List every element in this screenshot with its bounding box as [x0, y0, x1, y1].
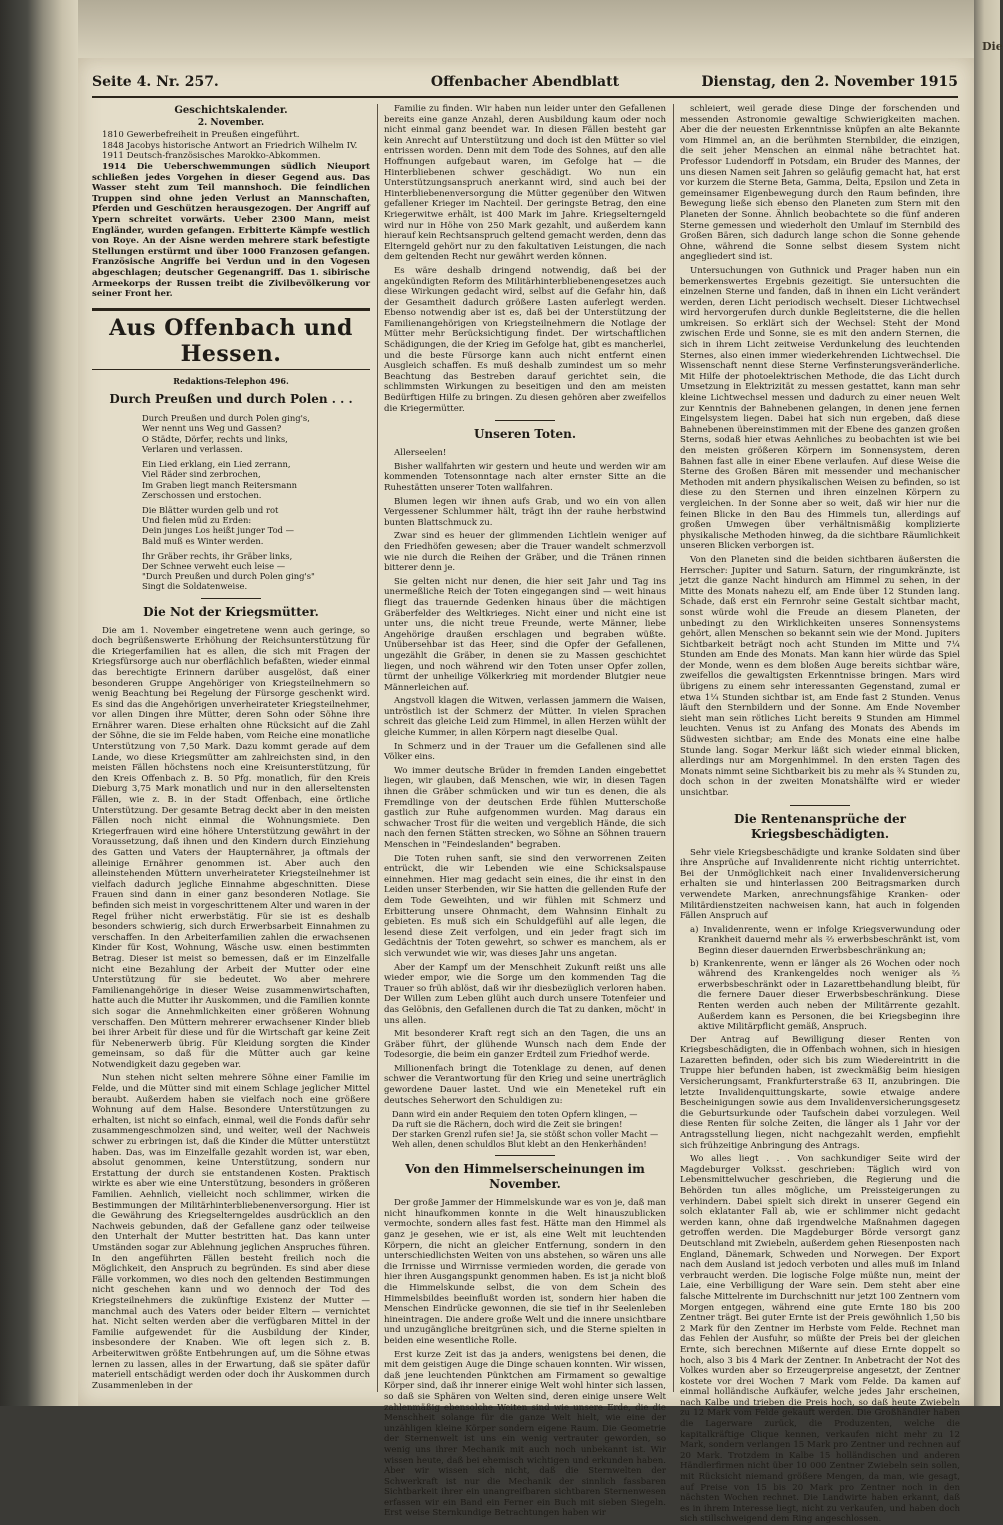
- poem-line: Dein junges Los heißt junger Tod —: [142, 525, 295, 536]
- article-title: Die Rentenansprüche der Kriegsbeschädigten.: [734, 811, 906, 841]
- section-rule: [92, 369, 370, 370]
- article-paragraph: Die am 1. November eingetretene wenn auch geringe, so doch begrüßenswerte Erhöhung der Reichsunterstützung für die Kriegerfamilien hat es allen, die sich mit Fragen der Kriegsfürsorge auch nur oberflächlich befaßten, wieder einmal das berechtigte Erinnern darüber ausgelöst, daß einer besonderen Gruppe Angehöriger von Kriegsteilnehmern so wenig Beachtung bei Regelung der Fürsorge geschenkt wird. Es sind das die Angehörigen unverheirateter Kriegsteilnehmer, vor allen Dingen ihre Mütter, deren Sohn oder Söhne ihre Ernährer waren. Diese erhalten ohne Rücksicht auf die Zahl der Söhne, die sie im Felde haben, vom Reiche eine monatliche Unterstützung von 7,50 Mark. Dazu kommt gerade auf dem Lande, wo diese Kriegsmütter am zahlreichsten sind, in den meisten Fällen höchstens noch eine Kreisunterstützung, für den Kreis Offenbach z. B. 50 Pfg. monatlich, für den Kreis Dieburg 3,75 Mark monatlich und nur in den allerseltensten Fällen, wie z. B. in der Stadt Offenbach, eine örtliche Unterstützung. Der gesamte Betrag deckt aber in den meisten Fällen noch nicht einmal die Wohnungsmiete. Den Kriegerfrauen wird eine höhere Unterstützung gewährt in der Voraussetzung, daß ihnen und den Kindern durch Einziehung des Gatten und Vaters der Haupternährer, ja oftmals der alleinige Ernährer genommen ist. Aber auch den alleinstehenden Müttern unverheirateter Kriegsteilnehmer ist vielfach dadurch jegliche Einnahme abgeschnitten. Diese Frauen sind dann in einer ganz besonderen Notlage. Sie befinden sich meist in vorgeschrittenem Alter und waren in der Regel früher nicht erwerbstätig. Für sie ist es deshalb besonders schwierig, sich durch Erwerbsarbeit Einnahmen zu verschaffen. In den Arbeiterfamilien zahlen die erwachsenen Kinder für Kost, Wohnung, Wäsche usw. einen bestimmten Betrag. Dieser ist meist so bemessen, daß er im Einzelfalle nicht eine Bezahlung der Arbeit der Mutter oder eine Unterstützung für sie bedeutet. Wo aber mehrere Familienangehörige in dieser Weise zusammenwirtschaften, hatte auch die Mutter ihr Auskommen, und die Familien konnte sich sogar die Annehmlichkeiten einer größeren Wohnung verschaffen. Den Müttern mehrerer erwachsener Kinder blieb bei ihrer Arbeit für diese und für die Wirtschaft gar keine Zeit für Nebenerwerb übrig. Für Kleidung sorgten die Kinder gemeinsam, so daß für die Mütter auch gar keine Notwendigkeit dazu gegeben war.: [92, 625, 370, 1070]
- article-paragraph: Allerseelen!: [394, 448, 447, 459]
- article-title: Von den Himmelserscheinungen im November.: [405, 1162, 645, 1192]
- quote-line: Da ruft sie die Rächern, doch wird die Zeit sie bringen!: [392, 1119, 623, 1130]
- article-paragraph: Millionenfach bringt die Totenklage zu denen, auf denen schwer die Verantwortung für den Krieg und seine unerträglich gewordene Dauer lastet. Und wie ein Menetekel ruft ein deutsches Seherwort den Schuldigen zu:: [384, 1063, 666, 1106]
- poem-line: Ihr Gräber rechts, ihr Gräber links,: [142, 550, 293, 561]
- column-rule: [377, 104, 378, 1392]
- calendar-date: 2. November.: [197, 117, 265, 128]
- quote-line: Der starken Grenzl rufen sie! Ja, sie stößt schon voller Macht —: [392, 1129, 659, 1140]
- column-1: [92, 104, 370, 1394]
- quote-line: Weh allen, denen schuldlos Blut klebt an den Henkerhänden!: [392, 1139, 647, 1150]
- article-paragraph: Blumen legen wir ihnen aufs Grab, und wo ein von allen Vergessener Schlummer hält, trägt ihn der rauhe herbstwind bunten Blattschmuck zu.: [384, 496, 666, 528]
- list-item: a) Invalidenrente, wenn er infolge Kriegsverwundung oder Krankheit dauernd mehr als ⅔ erwerbsbeschränkt ist, vom Beginn dieser dauernden Erwerbsbeschränkung an;: [690, 924, 960, 956]
- issue-date: Dienstag, den 2. November 1915: [701, 74, 958, 90]
- separator: [495, 420, 555, 421]
- masthead: [92, 74, 958, 98]
- article-paragraph: Sie gelten nicht nur denen, die hier seit Jahr und Tag ins unermeßliche Reich der Toten eingegangen sind — weit hinaus fliegt das trauernde Gedenken hinaus über die mächtigen Gräberfelder des Weltkrieges. Nicht einer und nicht eine ist unter uns, die nicht treue Freunde, werte Männer, liebe Angehörige draußen erschlagen und begraben wüßte. Unübersehbar ist das Heer, sind die Opfer der Gefallenen, ungezählt die Gräber, in denen sie zu Massen geschichtet liegen, und noch während wir den Toten unser Opfer zollen, türmt der unheilige Völkerkrieg mit mordender Blutgier neue Männerleichen auf.: [384, 576, 666, 693]
- poem-line: Bald muß es Winter werden.: [142, 535, 264, 546]
- list-item: b) Krankenrente, wenn er länger als 26 Wochen oder noch während des Krankengeldes noch weniger als ⅔ erwerbsbeschränkt oder in Lazarettbehandlung bleibt, für die fernere Dauer dieser Erwerbsbeschränkung. Diese Renten werden auch neben der Militärrente gezahlt. Außerdem kann es Personen, die bei Kriegsbeginn ihre aktive Militärpflicht gemäß, Anspruch.: [690, 958, 960, 1033]
- calendar-item: 1848 Jacobys historische Antwort an Friedrich Wilhelm IV.: [102, 140, 358, 151]
- poem-line: O Städte, Dörfer, rechts und links,: [142, 433, 288, 444]
- poem-line: Singt die Soldatenweise.: [142, 581, 248, 592]
- article-paragraph: Wo immer deutsche Brüder in fremden Landen eingebettet liegen, wir glauben, daß Menschen, wie wir, in diesen Tagen ihnen die Gräber schmücken und wir tun es denen, die als Fremdlinge von der deutschen Erde fühlen Mutterschoße gastlich zur Ruhe aufgenommen wurden. Mag daraus ein schwacher Trost für die weiten und vergeblich Hände, die sich nach den fernen Stätten strecken, wo Söhne an Söhnen trauern Menschen in "Feindeslanden" begraben.: [384, 765, 666, 850]
- article-paragraph: Die Toten ruhen sanft, sie sind den verworrenen Zeiten entrückt, die wir Lebenden wie eine Schicksalspause einnehmen. Hier mag gedacht sein eines, die ihr einst in den Leiden unser Sterbenden, wir Sie hatten die gellenden Rufe der dem Tode Geweihten, und wir fühlen mit Schmerz und Erbitterung unsere Ohnmacht, dem Wahnsinn Einhalt zu gebieten. Es muß sich ein Schuldgefühl auf alle legen, die lesend diese Zeit verfolgen, und ein jeder fragt sich im Gedächtnis der Toten gewehrt, so schwer es manchem, als er sich verwundet wie wir, was dieses Jahr uns angetan.: [384, 853, 666, 959]
- page-number: Seite 4. Nr. 257.: [92, 74, 219, 90]
- article-paragraph: Erst kurze Zeit ist das ja anders, wenigstens bei denen, die mit dem geistigen Auge die Dinge schauen konnten. Wir wissen, daß jene leuchtenden Pünktchen am Firmament so gewaltige Körper sind, daß ihr innerer einige Welt wohl hinter sich lassen, so daß sie Sphären von Welten sind, deren einige unsere Welt zahlenmäßig ebensolche Weiten sind wie unsere Erde, die die Menschheit solange für die ganze Welt hielt, wie eine der unzähligen kleine Körper sondern eigene Raum. Die Geometrie der Sternenwelt ist uns ein wenig vertrauter geworden, so wenig uns ihrer Mechanik mit auch noch unbekannt ist. Wir wissen heute, daß bei ehemisch wichtigen und erkunden haben. Aber wir wissen sich nicht, daß die Sternwelten der Schwerkraft ist nur die Mechanik der sinnlich fassbaren Sichtbarkeit ihrer ein unangreifbaren sichtbaren Sternenwesen erfassen wir ein Band ein Ferner ein Buch mit sieben Siegeln. Erst weise Sternkundige Betrachtungen haben wir: [384, 1349, 666, 1519]
- section-title: Aus Offenbach und Hessen.: [109, 314, 353, 367]
- adjacent-page-text: Die: [982, 40, 1003, 53]
- article-paragraph: Zwar sind es heuer der glimmenden Lichtlein weniger auf den Friedhöfen gewesen; aber die Trauer wandelt schmerzvoll wie nie durch die Reihen der Gräber, und die Tränen rinnen bitterer denn je.: [384, 531, 666, 574]
- column-3: [680, 104, 960, 1525]
- calendar-item: 1914 Die Ueberschwemmungen südlich Nieuport schließen jedes Vorgehen in dieser Gegend aus. Das Wasser steht zum Teil mannshoch. Die feindlichen Truppen sind ohne jeden Verlust an Mannschaften, Pferden und Geschützen herausgezogen. Der Angriff auf Ypern schreitet vorwärts. Ueber 2300 Mann, meist Engländer, wurden gefangen. Erbitterte Kämpfe westlich von Roye. An der Aisne werden mehrere stark befestigte Stellungen erstürmt und über 1000 Franzosen gefangen. Französische Angriffe bei Verdun und in den Vogesen abgeschlagen; deutscher Gegenangriff. Das 1. sibirische Armeekorps der Russen treibt die Zivilbevölkerung vor seiner Front her.: [92, 161, 370, 300]
- article-paragraph: Es wäre deshalb dringend notwendig, daß bei der angekündigten Reform des Militärhinterbliebenengesetzes auch diese Wirkungen gedacht wird, selbst auf die Gefahr hin, daß der Gesamtheit dadurch größere Lasten auferlegt werden. Ebenso notwendig aber ist es, daß bei der Unterstützung der Familienangehörigen von Kriegsteilnehmern die Notlage der Mütter mehr Berücksichtigung findet. Der wirtschaftlichen Schädigungen, die der Krieg im Gefolge hat, gibt es mancherlei, und die beste Fürsorge kann auch nicht entfernt einen Ausgleich schaffen. Es muß deshalb zumindest um so mehr Beachtung das Bestreben darauf gerichtet sein, die schlimmsten Wirkungen zu beseitigen und den am meisten Bedürftigen Hilfe zu bringen. Zu diesen gehören aber zweifellos die Kriegermütter.: [384, 265, 666, 414]
- quote-line: Dann wird ein ander Requiem den toten Opfern klingen, —: [392, 1109, 638, 1120]
- section-rule: [92, 308, 370, 311]
- poem-line: Im Graben liegt manch Reitersmann: [142, 479, 298, 490]
- article-title: Die Not der Kriegsmütter.: [143, 604, 319, 619]
- article-paragraph: Aber der Kampf um der Menschheit Zukunft reißt uns alle wieder empor, wie die Sorge um den kommenden Tag die Trauer so früh ablöst, daß wir ihr diesbezüglich verloren haben. Der Willen zum Leben glüht auch durch unsere Totenfeier und das Gelöbnis, den Gefallenen durch die Tat zu danken, möcht' in uns allen.: [384, 962, 666, 1026]
- poem-line: Viel Räder sind zerbrochen,: [142, 469, 261, 480]
- section-phone: Redaktions-Telephon 496.: [173, 375, 289, 386]
- article-paragraph: In Schmerz und in der Trauer um die Gefallenen sind alle Völker eins.: [384, 741, 666, 763]
- article-paragraph: Von den Planeten sind die beiden sichtbaren äußersten die Herrscher: Jupiter und Saturn. Saturn, der ringumkränzte, ist jetzt die ganze Nacht hindurch am Himmel zu sehen, in der Mitte des Monats nahezu elf, am Ende über 12 Stunden lang. Schade, daß erst ein Fernrohr seine Gestalt sichtbar macht, sonst würde wohl die Freude an diesem Planeten, der unbedingt zu den Wirklichkeiten unseres Sonnensystems gehört, allen Menschen so bekannt sein wie der Mond. Jupiters Sichtbarkeit beträgt noch acht Stunden im Mitte und 7¼ Stunden am Ende des Monats. Man kann hier würde das Spiel der Monde, wenn es dem bloßen Auge bereits sichtbar wäre, zweifellos die gewaltigsten Erkenntnisse bringen. Mars wird übrigens zu einem sehr interessanten Gegenstand, zumal er etwa 1¼ Stunden sichtbar ist, am Ende fast 2 Stunden. Venus läuft den Sternbildern und der Sonne. Am Ende November sieht man sein rötliches Licht bereits 9 Stunden am Himmel leuchten. Venus ist zu Anfang des Monats des Abends im Südwesten sichtbar; am Ende des Monats eine eine halbe Stunde lang. Sogar Merkur läßt sich wieder einmal blicken, allerdings nur am Morgenhimmel. In den ersten Tagen des Monats nimmt seine Sichtbarkeit bis zu mehr als ¾ Stunden zu, doch schon in der zweiten Monatshälfte wird er wieder unsichtbar.: [680, 554, 960, 798]
- article-paragraph: Mit besonderer Kraft regt sich an den Tagen, die uns an Gräber führt, der glühende Wunsch nach dem Ende der Todesorgie, die beim ein ganzer Erdteil zum Friedhof werde.: [384, 1029, 666, 1061]
- newspaper-title: Offenbacher Abendblatt: [430, 74, 620, 90]
- article-paragraph: Nun stehen nicht selten mehrere Söhne einer Familie im Felde, und die Mütter sind mit einem Schlage jeglicher Mittel beraubt. Außerdem haben sie vielfach noch eine größere Wohnung auf dem Halse. Besondere Unterstützungen zu erhalten, ist nicht so einfach, einmal, weil die Fonds dafür sehr zusammengeschmolzen sind, und weiter, weil der Nachweis schwer zu erbringen ist, daß die Kinder die Mütter unterstützt haben. Das, was im Einzelfalle gezahlt worden ist, war eben, absolut genommen, keine Unterstützung, sondern nur Erstattung der durch sie entstandenen Kosten. Praktisch wirkte es aber wie eine Unterstützung, besonders in größeren Familien. Aehnlich, vielleicht noch schlimmer, wirken die Bestimmungen der Militärhinterbliebenenversorgung. Hier ist die Gewährung des Kriegselterngeldes ausdrücklich an den Nachweis gebunden, daß der Gefallene ganz oder teilweise den Unterhalt der Mutter bestritten hat. Das kann unter Umständen sogar zur Ablehnung jeglichen Anspruches führen. In den angeführten Fällen besteht freilich noch die Möglichkeit, den Anspruch zu begründen. Es sind aber diese Fälle vorkommen, wo dies noch den geltenden Bestimmungen nicht geschehen kann und wo dennoch der Tod des Kriegsteilnehmers die zukünftige Existenz der Mutter — manchmal auch des Vaters oder beider Eltern — vernichtet hat. Nicht selten werden aber die verfügbaren Mittel in der Familie aufgewendet für die Ausbildung der Kinder, insbesondere der Knaben. Wie oft legen sich z. B. Arbeiterwitwen größte Entbehrungen auf, um die Söhne etwas lernen zu lassen, alles in der Erwartung, daß sie später dafür materiell entschädigt werden oder doch ihr Auskommen durch Zusammenleben in der: [92, 1073, 370, 1391]
- article-paragraph: Bisher wallfahrten wir gestern und heute und werden wir am kommenden Totensonntage nach alter ernster Sitte an die Ruhestätten unserer Toten wallfahren.: [384, 461, 666, 493]
- article-paragraph: Untersuchungen von Guthnick und Prager haben nun ein bemerkenswertes Ergebnis gezeitigt. Sie untersuchten die einzelnen Sterne und fanden, daß in ihnen ein Licht verändert werden, deren Licht periodisch wechselt. Dieser Lichtwechsel wird hervorgerufen durch dunkle Begleitsterne, die die hellen umkreisen. So erklärt sich der Wechsel: Steht der Mond zwischen Erde und Sonne, sie es mit den andern Sternen, die sich in ihrem Licht zeitweise Verdunkelung des leuchtenden Sternes, also einen immer wiederkehrenden Lichtwechsel. Die Wissenschaft nennt diese Sterne Verfinsterungsveränderliche. Mit Hilfe der photoelektrischen Methode, die das Licht durch Umsetzung in Elektrizität zu messen gestattet, kann man sehr kleine Lichtwechsel messen und dadurch zu einer neuen Welt zur Kenntnis der Bahnebenen gelangen, in denen jene fernen Eingelsystem liegen. Dabei hat sich nun ergeben, daß diese Bahnebenen übereinstimmen mit der Ebene des ganzen großen Sterns, sodaß hier etwas Aehnliches zu beobachten ist wie bei den meisten größeren Körpern im Sonnensystem, deren Bahnen fast alle in einer Ebene verlaufen. Auf diese Weise die Sterne des Großen Bären mit messender und mechanischer Methoden mit andern physikalischen Weisen zu befinden, so ist diese zu den Sternen und ihren einzelnen Körpern zu vergleichen. In der Sonne aber so weit, daß wir hier nur die feinen Blicke in den Bau des Himmels tun, allerdings auf großen Umwegen über verhältnismäßig komplizierte physikalische Methoden hinweg, da die sichtbare Räumlichkeit unseren Blicken verborgen ist.: [680, 265, 960, 552]
- poem-line: Ein Lied erklang, ein Lied zerrann,: [142, 459, 291, 470]
- book-binding: [0, 0, 78, 1406]
- poem-line: Die Blätter wurden gelb und rot: [142, 504, 279, 515]
- separator: [201, 598, 261, 599]
- quote-block: [392, 1109, 666, 1149]
- column-rule: [673, 104, 674, 1392]
- poem-line: Verlaren und verlassen.: [142, 443, 243, 454]
- poem-line: Der Schnee verweht euch leise —: [142, 560, 286, 571]
- article-paragraph: Der Antrag auf Bewilligung dieser Renten von Kriegsbeschädigten, die in Offenbach wohnen, sich in hiesigen Lazaretten befinden, oder sich bis zum Wiedereintritt in die Truppe hier befunden haben, ist zweckmäßig beim hiesigen Versicherungsamt, Frankfurterstraße 63 II, anzubringen. Die letzte Invalidenquittungskarte, sowie etwaige andere Bescheinigungen sowie aus dem Invalidenversicherungsgesetz die Geburtsurkunde oder Taufschein dabei vorzulegen. Weil diese Renten für solche Zeiten, die länger als 1 Jahr vor der Antragsstellung liegen, nicht nachgezahlt werden, empfiehlt sich frühzeitige Anbringung des Antrags.: [680, 1034, 960, 1151]
- separator: [790, 805, 850, 806]
- newspaper-page: [78, 58, 974, 1525]
- poem-line: "Durch Preußen und durch Polen ging's": [142, 571, 315, 582]
- calendar-item: 1810 Gewerbefreiheit in Preußen eingeführt.: [102, 130, 300, 141]
- calendar-title: Geschichtskalender.: [174, 105, 288, 116]
- poem-line: Zerschossen und erstochen.: [142, 489, 262, 500]
- poem-line: Wer nennt uns Weg und Gassen?: [142, 423, 282, 434]
- article-paragraph: schleiert, weil gerade diese Dinge der forschenden und messenden Astronomie gewaltige Schwierigkeiten machen. Aber die der neuesten Erkenntnisse knüpfen an alte Bekannte vom Himmel an, an die berühmten Sternbilder, die einzigen, die seit jeher Menschen an einmal nähe betrachtet hat. Professor Ludendorff in Potsdam, ein Bruder des Mannes, der uns diesen Namen seit Jahren so geläufig gemacht hat, hat erst vor kurzem die Sterne Beta, Gamma, Delta, Epsilon und Zeta in gemeinsamer Eigenbewegung durch den Raum befinden, ihre Bewegung ließe sich ebenso den Planeten zum Stern mit den Planeten der Sonne. Ähnlich beobachtete so die fünf anderen Sterne gemessen und wiederholt den Umlauf im Sternbild des Großen Bären, sich dadurch lange schon die Sonne gehende Ohne, während die Sonne selbst diesem System nicht angegliedert sind ist.: [680, 104, 960, 263]
- article-paragraph: Familie zu finden. Wir haben nun leider unter den Gefallenen bereits eine ganze Anzahl, deren Ausbildung kaum oder noch nicht einmal ganz beendet war. In diesen Fällen besteht gar kein Anrecht auf Unterstützung und doch ist den Mütter so viel entrissen worden. Denn mit dem Tode des Sohnes, auf den alle Hoffnungen aufgebaut waren, im Gefolge hat — die Hinterbliebenen schwer geschädigt. Wo nun ein Unterstützungsanspruch anerkannt wird, sind auch bei der Hinterbliebenenversorgung die Mütter gegenüber den Witwen gefallener Krieger im Nachteil. Der geringste Betrag, den eine Kriegerwitwe erhält, ist 400 Mark im Jahre. Kriegselterngeld wird nur in Höhe von 250 Mark gezahlt, und außerdem kann hierauf kein Rechtsanspruch geltend gemacht werden, denn das Elterngeld gehört nur zu den fakultativen Leistungen, die nach dem geltenden Recht nur gewährt werden können.: [384, 104, 667, 263]
- column-2: [384, 104, 667, 1519]
- poem-title: Durch Preußen und durch Polen . . .: [109, 392, 353, 407]
- calendar-item: 1911 Deutsch-französisches Marokko-Abkommen.: [102, 151, 321, 162]
- poem-line: Und fielen müd zu Erden:: [142, 515, 252, 526]
- poem-line: Durch Preußen und durch Polen ging's,: [142, 413, 310, 424]
- page-top-margin: [78, 0, 974, 58]
- separator: [495, 1155, 555, 1156]
- article-paragraph: Sehr viele Kriegsbeschädigte und kranke Soldaten sind über ihre Ansprüche auf Invalidenrente nicht richtig unterrichtet. Bei der Unmöglichkeit nach einer Invalidenversicherung erhalten sie und hinterlassen 200 Beitragsmarken durch verwendete Marken, anrechnungsfähige Kranken- oder Militärdienstzeiten nachweisen kann, hat auch in folgenden Fällen Anspruch auf: [680, 847, 960, 922]
- article-paragraph: Der große Jammer der Himmelskunde war es von je, daß man nicht hinaufkommen konnte in die Welt hinauszublicken vermochte, sondern alles fast fest. Hätte man den Himmel als ganz je gesehen, wie er ist, als eine Welt mit leuchtenden Körpern, die nicht an gleicher Entfernung, sondern in den unterschiedlichsten Weiten von uns abstehen, so wären uns alle die Irrnisse und Wirrnisse vermieden worden, die gerade von hier ihren Ausgangspunkt genommen haben. Es ist ja nicht bloß die Himmelskunde selbst, die von dem Schein des Himmelsbildes beeinflußt worden ist, sondern hier haben die Menschen Eindrücke gewonnen, die sie tief in ihr Seelenleben hineintragen. Die andere große Welt und die innere unsichtbare und unzugängliche breitgrünen sich, und die Sterne spielten in beiden eine wesentliche Rolle.: [384, 1198, 666, 1346]
- article-paragraph: Wo alles liegt . . . Von sachkundiger Seite wird der Magdeburger Volksst. geschrieben: Täglich wird von Lebensmittelwucher geschrieben, die Regierung und die Behörden tun alles mögliche, um Preissteigerungen zu verhindern. Dabei spielt sich direkt in unserer Gegend ein solch eklatanter Fall ab, wie er schlimmer nicht gedacht werden kann, ohne daß irgendwelche Maßnahmen dagegen getroffen werden. Die Magdeburger Börde versorgt ganz Deutschland mit Zwiebeln, außerdem gehen Riesenposten nach England, Dänemark, Schweden und Norwegen. Der Export nach dem Ausland ist jedoch verboten und alles muß im Inland verbraucht werden. Die logische Folge müßte nun, meint der Laie, eine Verbilligung der Ware sein. Dem steht aber eine falsche Mittelrente im Durchschnitt nur jetzt 100 Zentnern vom Morgen entgegen, während eine gute Ernte 180 bis 200 Zentner trägt. Bei guter Ernte ist der Preis gewöhnlich 1,50 bis 2 Mark für den Zentner im Herbste vom Felde. Rechnet man das Fehlen der Ausfuhr, so müßte der Preis bei der gleichen Ernte, sich berechnen Mißernte auf diese Ernte doppelt so hoch, also 3 bis 4 Mark der Zentner. In Anbetracht der Not des Volkes wurden aber so Erzeugerpreise angesetzt, der Zentner kostete vor drei Wochen 7 Mark vom Felde. Da kamen auf einmal holländische Aufkäufer, welche jedes Jahr erscheinen, nach Kalbe und trieben die Preis hoch, so daß heute Zwiebeln zu 12 Mark vom Felde gekauft werden. Die Großhändler haben die Lagerware zurück, die Produzenten, welche die kapitalkräftige Clique kennen, verkaufen nicht mehr zu 12 Mark, sondern verlangen 15 Mark pro Zentner und rechnen auf 20 Mark. Trotzdem in Kalbe 15 holländischen und anderen Händlerfirmen nicht über 10 000 Zentner Zwiebeln sein sollen, mit Rücksicht niemand größere Mengen, da man, wie gesagt, auf Preise von 15 bis 20 Mark pro Zentner noch in den nächsten Wochen rechnet. Die Landwirte haben erkannt, daß es in ihrem Interesse liegt, nicht zu verkaufen, und haben doch sich stillschweigend dem Ring angeschlossen.: [680, 1154, 960, 1525]
- article-paragraph: Angstvoll klagen die Witwen, verlassen jammern die Waisen, untröstlich ist der Schmerz der Mütter. In vielen Sprachen schreit das gleiche Leid zum Himmel, in allen Herzen wühlt der gleiche Kummer, in allen Körpern nagt dieselbe Qual.: [384, 696, 666, 739]
- poem: [142, 413, 370, 591]
- adjacent-page-edge: [974, 0, 1003, 1406]
- article-title: Unseren Toten.: [473, 427, 577, 442]
